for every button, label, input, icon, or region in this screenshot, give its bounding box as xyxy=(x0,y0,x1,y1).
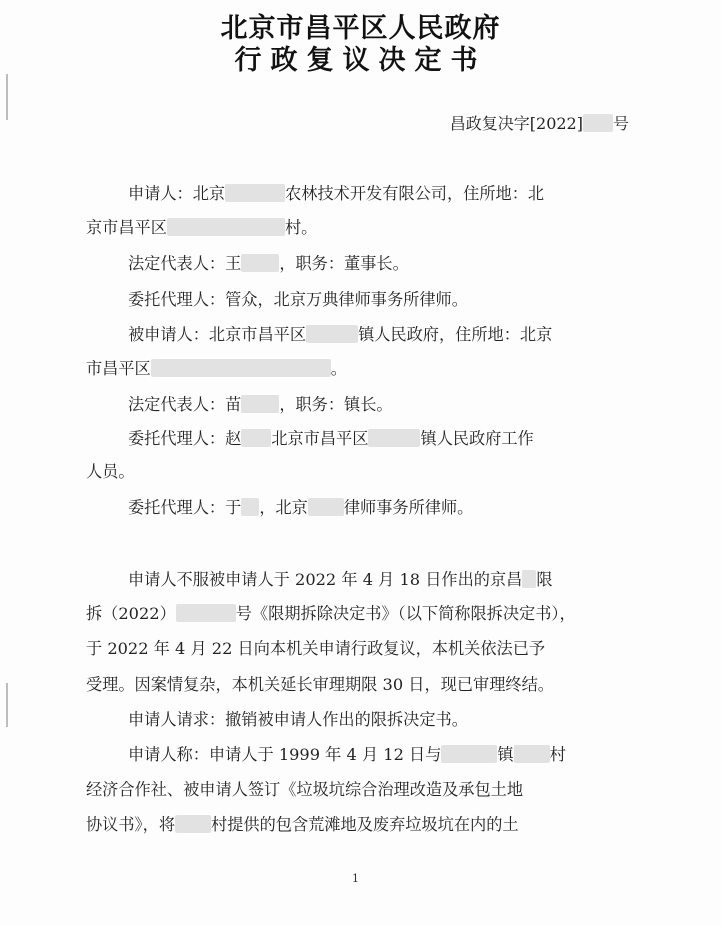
text: 号《限期拆除决定书》（以下简称限拆决定书）， xyxy=(235,604,576,623)
body-line xyxy=(128,569,636,591)
redaction xyxy=(167,218,285,236)
text: 委托代理人：赵 xyxy=(128,429,242,448)
redaction xyxy=(175,815,211,833)
text: 镇人民政府，住所地：北京 xyxy=(358,325,553,344)
redaction xyxy=(368,429,420,447)
respondent-address-line xyxy=(86,358,636,380)
text: 市昌平区 xyxy=(86,359,151,378)
text: 法定代表人：王 xyxy=(128,254,242,273)
applicant-legal-rep-line xyxy=(128,253,636,275)
redaction xyxy=(241,429,271,447)
redaction xyxy=(241,498,259,516)
redaction xyxy=(441,745,497,763)
document-title-line2: 行政复议决定书 xyxy=(234,45,487,76)
body-line xyxy=(86,814,636,836)
text: 律师事务所律师。 xyxy=(343,498,474,517)
respondent-line xyxy=(128,324,636,346)
text: 拆（2022） xyxy=(86,604,176,623)
text: 京市昌平区 xyxy=(86,218,167,237)
text: 镇 xyxy=(497,745,514,764)
redaction xyxy=(306,325,358,343)
body-line: 申请人请求：撤销被申请人作出的限拆决定书。 xyxy=(128,710,468,729)
body-line: 于 2022 年 4 月 22 日向本机关申请行政复议，本机关依法已予 xyxy=(86,639,546,658)
body-line xyxy=(128,744,636,766)
applicant-agent-line: 委托代理人：管众，北京万典律师事务所律师。 xyxy=(128,290,468,309)
text: 村 xyxy=(549,745,566,764)
text: ，职务：镇长。 xyxy=(279,395,393,414)
text: 农林技术开发有限公司，住所地：北 xyxy=(285,184,545,203)
page-number: 1 xyxy=(352,872,359,885)
text: 申请人：北京 xyxy=(128,184,226,203)
text: 北京市昌平区 xyxy=(271,429,369,448)
body-line: 受理。因案情复杂，本机关延长审理期限 30 日，现已审理终结。 xyxy=(86,675,554,694)
redaction xyxy=(514,745,550,763)
document-number xyxy=(450,111,629,134)
redaction xyxy=(583,114,613,132)
redaction xyxy=(176,604,236,622)
text: 镇人民政府工作 xyxy=(420,429,534,448)
respondent-agent2-line xyxy=(128,497,636,519)
text: 申请人称：申请人于 1999 年 4 月 12 日与 xyxy=(128,745,442,764)
redaction xyxy=(308,498,344,516)
redaction xyxy=(241,254,279,272)
text: ，职务：董事长。 xyxy=(279,254,409,273)
text: 法定代表人：苗 xyxy=(128,395,242,414)
respondent-agent-line xyxy=(128,428,636,450)
text: 被申请人：北京市昌平区 xyxy=(128,325,307,344)
respondent-agent-line-cont: 人员。 xyxy=(86,462,135,481)
respondent-legal-rep-line xyxy=(128,394,636,416)
applicant-address-line xyxy=(86,217,636,239)
left-margin-mark-top xyxy=(6,74,8,120)
redaction xyxy=(151,359,331,377)
redaction xyxy=(241,395,279,413)
text: 村。 xyxy=(284,218,318,237)
text: 限 xyxy=(536,570,553,589)
text: 申请人不服被申请人于 2022 年 4 月 18 日作出的京昌 xyxy=(128,570,523,589)
redaction xyxy=(522,570,536,588)
body-line xyxy=(86,603,636,625)
text: 。 xyxy=(330,359,347,378)
text: 协议书》，将 xyxy=(86,815,176,834)
applicant-line xyxy=(128,183,636,205)
left-margin-mark-bottom xyxy=(6,683,8,727)
text: ，北京 xyxy=(259,498,308,517)
document-title-line1: 北京市昌平区人民政府 xyxy=(220,13,501,44)
redaction xyxy=(225,184,285,202)
document-number-prefix: 昌政复决字[2022] xyxy=(449,114,583,133)
body-line: 经济合作社、被申请人签订《垃圾坑综合治理改造及承包土地 xyxy=(86,780,524,799)
text: 村提供的包含荒滩地及废弃垃圾坑在内的土 xyxy=(211,815,519,834)
text: 委托代理人：于 xyxy=(128,498,242,517)
document-number-suffix: 号 xyxy=(612,114,629,133)
